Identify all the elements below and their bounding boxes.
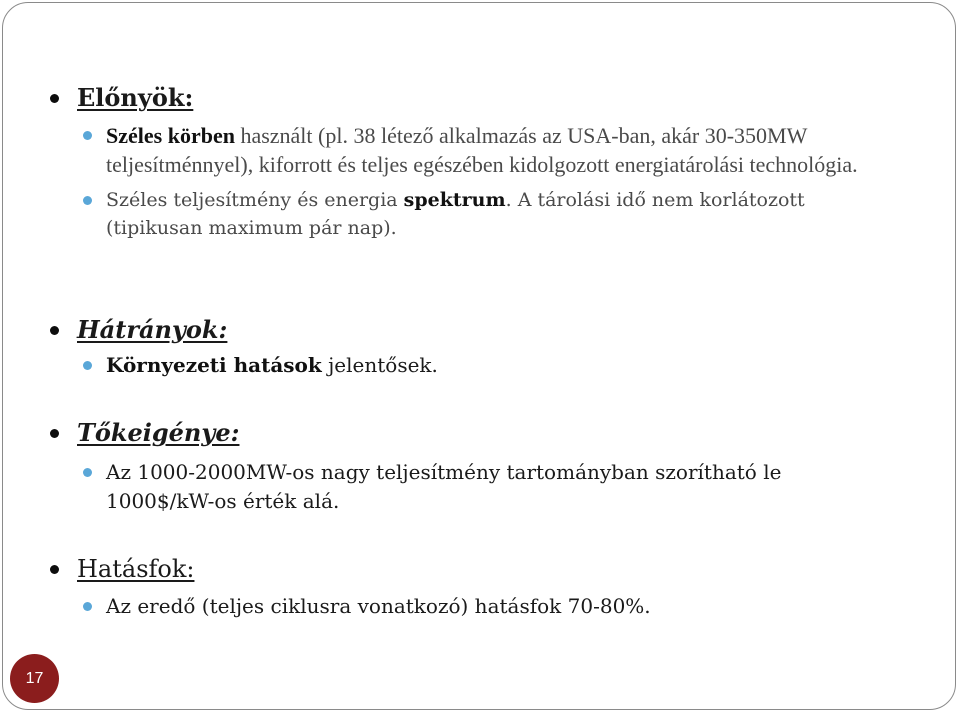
disadvantages-item-1-bold: Környezeti hatások (106, 353, 322, 377)
disadvantages-item-1-text: jelentősek. (321, 353, 438, 377)
advantages-item-2-post: . A tárolási idő nem korlátozott (tipikusan maximum pár nap). (106, 189, 805, 239)
bullet-icon (50, 565, 59, 574)
bullet-icon (50, 94, 59, 103)
efficiency-item-1 (3, 592, 955, 621)
advantages-item-2-bold: spektrum (403, 189, 506, 211)
sub-bullet-icon (83, 468, 92, 477)
sub-bullet-icon (83, 196, 92, 205)
disadvantages-item-1 (3, 351, 955, 380)
section-advantages (3, 83, 955, 242)
heading-row-efficiency (3, 554, 955, 584)
heading-row-capital-cost (3, 418, 955, 448)
heading-efficiency: Hatásfok: (77, 555, 195, 583)
heading-disadvantages: Hátrányok: (77, 315, 228, 344)
section-capital-cost (3, 418, 955, 516)
sub-bullet-icon (83, 131, 92, 140)
advantages-item-2-pre: Széles teljesítmény és energia (106, 189, 404, 211)
heading-row-disadvantages (3, 315, 955, 345)
capital-cost-item-1-text: Az 1000-2000MW-os nagy teljesítmény tartományban szorítható le 1000$/kW-os érték alá. (106, 460, 782, 513)
advantages-item-1-bold: Széles körben (106, 123, 235, 148)
bullet-icon (50, 326, 59, 335)
advantages-item-1-text: használt (pl. 38 létező alkalmazás az USA-ban, akár 30-350MW teljesítménnyel), kiforrott és teljes egészében kidolgozott energiatárolási technológia. (106, 123, 858, 177)
section-efficiency (3, 554, 955, 621)
sub-bullet-icon (83, 602, 92, 611)
section-disadvantages (3, 315, 955, 380)
advantages-item-2 (3, 186, 955, 242)
efficiency-item-1-text: Az eredő (teljes ciklusra vonatkozó) hatásfok 70-80%. (106, 594, 651, 618)
bullet-icon (50, 429, 59, 438)
sub-bullet-icon (83, 361, 92, 370)
slide (2, 2, 956, 710)
capital-cost-item-1 (3, 458, 955, 516)
heading-row-advantages (3, 83, 955, 113)
page-number-badge: 17 (10, 654, 59, 703)
slide-content (3, 3, 955, 709)
advantages-item-1 (3, 121, 955, 179)
heading-capital-cost: Tőkeigénye: (77, 418, 240, 447)
heading-advantages: Előnyök: (77, 83, 194, 112)
